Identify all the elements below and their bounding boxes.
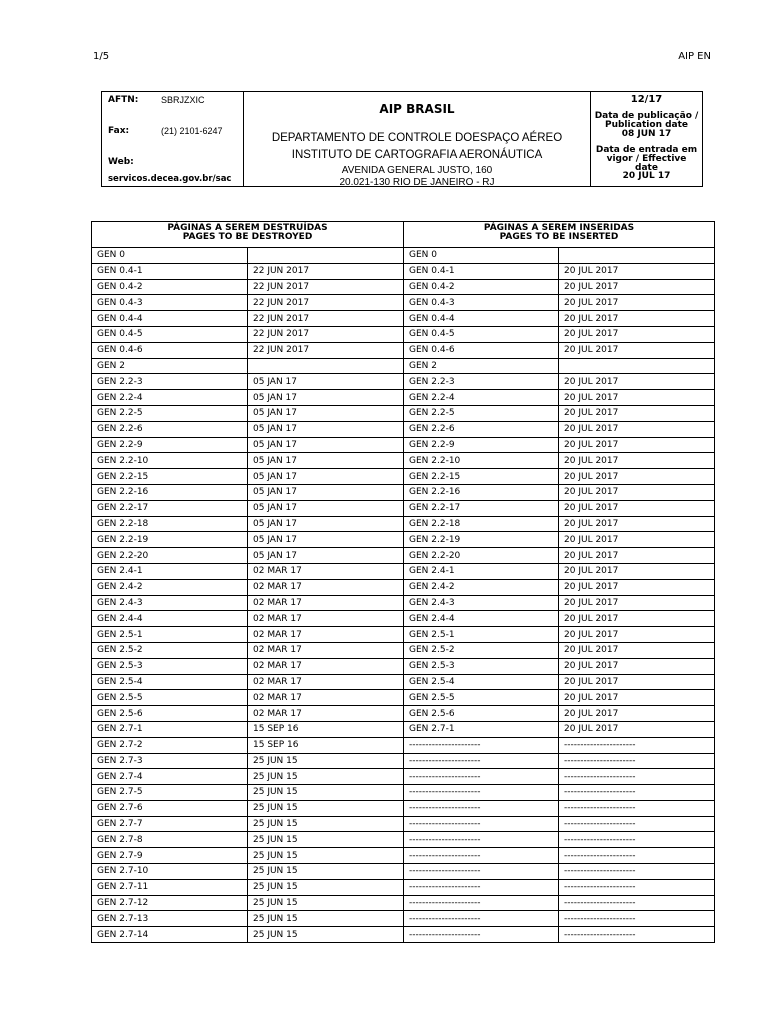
inserted-date: 20 JUL 2017: [559, 595, 715, 611]
inserted-date: 20 JUL 2017: [559, 484, 715, 500]
inserted-page: ----------------------: [404, 737, 559, 753]
inserted-page: ----------------------: [404, 785, 559, 801]
inserted-page: GEN 2.2-9: [404, 437, 559, 453]
table-row: [92, 674, 715, 690]
table-row: [92, 311, 715, 327]
inserted-page: GEN 2.2-15: [404, 469, 559, 485]
fax-value: (21) 2101-6247: [161, 126, 223, 136]
inserted-page: GEN 2.2-10: [404, 453, 559, 469]
destroyed-page: GEN 0.4-5: [92, 326, 248, 342]
inserted-date: 20 JUL 2017: [559, 421, 715, 437]
inserted-date: 20 JUL 2017: [559, 263, 715, 279]
inserted-page: ----------------------: [404, 769, 559, 785]
table-row: [92, 800, 715, 816]
destroyed-date: 22 JUN 2017: [248, 326, 404, 342]
inserted-date: ----------------------: [559, 832, 715, 848]
destroyed-date: [248, 248, 404, 264]
destroyed-page: GEN 2.4-3: [92, 595, 248, 611]
inserted-page: ----------------------: [404, 911, 559, 927]
destroyed-page: GEN 2.2-17: [92, 500, 248, 516]
aip-title: AIP BRASIL: [379, 102, 455, 116]
destroyed-date: 05 JAN 17: [248, 516, 404, 532]
inserted-page: GEN 0.4-4: [404, 311, 559, 327]
series-label: AIP EN: [678, 51, 711, 62]
destroyed-date: 02 MAR 17: [248, 579, 404, 595]
publication-date: 08 JUN 17: [621, 129, 672, 139]
destroyed-page: GEN 0: [92, 248, 248, 264]
destroyed-date: 15 SEP 16: [248, 721, 404, 737]
destroyed-page: GEN 0.4-1: [92, 263, 248, 279]
inserted-page: GEN 2.7-1: [404, 721, 559, 737]
inserted-date: 20 JUL 2017: [559, 674, 715, 690]
inserted-page: GEN 2.2-19: [404, 532, 559, 548]
destroyed-date: [248, 358, 404, 374]
table-row: [92, 848, 715, 864]
inserted-date: [559, 358, 715, 374]
table-body: [92, 248, 715, 943]
inserted-date: 20 JUL 2017: [559, 611, 715, 627]
inserted-page: GEN 2.4-4: [404, 611, 559, 627]
inserted-date: 20 JUL 2017: [559, 374, 715, 390]
inserted-page: GEN 2.2-18: [404, 516, 559, 532]
inserted-date: 20 JUL 2017: [559, 579, 715, 595]
table-row: [92, 579, 715, 595]
fax-label: Fax:: [108, 126, 130, 136]
inserted-date: 20 JUL 2017: [559, 326, 715, 342]
table-row: [92, 785, 715, 801]
destroyed-page: GEN 2.7-1: [92, 721, 248, 737]
inserted-date: ----------------------: [559, 848, 715, 864]
destroyed-date: 02 MAR 17: [248, 642, 404, 658]
inserted-page: GEN 2.5-1: [404, 627, 559, 643]
destroyed-header-en: PAGES TO BE DESTROYED: [182, 232, 313, 242]
destroyed-date: 22 JUN 2017: [248, 342, 404, 358]
destroyed-date: 25 JUN 15: [248, 879, 404, 895]
table-row: [92, 690, 715, 706]
table-row: [92, 469, 715, 485]
destroyed-page: GEN 2.5-5: [92, 690, 248, 706]
inserted-page: ----------------------: [404, 895, 559, 911]
destroyed-page: GEN 2.7-10: [92, 864, 248, 880]
destroyed-date: 02 MAR 17: [248, 611, 404, 627]
title-block: [243, 91, 591, 187]
inserted-page: GEN 0.4-6: [404, 342, 559, 358]
effective-date: 20 JUL 17: [622, 171, 671, 181]
destroyed-date: 22 JUN 2017: [248, 279, 404, 295]
inserted-page: GEN 2.5-5: [404, 690, 559, 706]
table-row: [92, 927, 715, 943]
destroyed-page: GEN 2.7-3: [92, 753, 248, 769]
table-row: [92, 548, 715, 564]
inserted-page: GEN 2.2-20: [404, 548, 559, 564]
inserted-page: GEN 0.4-3: [404, 295, 559, 311]
table-row: [92, 295, 715, 311]
web-label: Web:: [108, 157, 134, 167]
inserted-date: 20 JUL 2017: [559, 658, 715, 674]
table-row: [92, 627, 715, 643]
destroyed-page: GEN 2.5-6: [92, 706, 248, 722]
inserted-date: 20 JUL 2017: [559, 390, 715, 406]
pages-table: [91, 221, 715, 943]
inserted-page: GEN 2.2-4: [404, 390, 559, 406]
dates-block: [590, 91, 703, 187]
table-row: [92, 532, 715, 548]
destroyed-date: 25 JUN 15: [248, 864, 404, 880]
amendment-number: 12/17: [630, 94, 663, 105]
inserted-date: 20 JUL 2017: [559, 279, 715, 295]
table-row: [92, 911, 715, 927]
destroyed-date: 05 JAN 17: [248, 390, 404, 406]
effective-label-2: vigor / Effective: [606, 154, 687, 164]
destroyed-date: 25 JUN 15: [248, 832, 404, 848]
destroyed-page: GEN 2.7-12: [92, 895, 248, 911]
inserted-page: GEN 2.5-6: [404, 706, 559, 722]
institute-name: INSTITUTO DE CARTOGRAFIA AERONÁUTICA: [291, 149, 543, 161]
aftn-label: AFTN:: [108, 95, 139, 105]
table-row: [92, 405, 715, 421]
table-row: [92, 816, 715, 832]
effective-label-1: Data de entrada em: [595, 145, 698, 155]
inserted-header: [404, 222, 715, 248]
inserted-date: 20 JUL 2017: [559, 342, 715, 358]
inserted-date: ----------------------: [559, 864, 715, 880]
destroyed-page: GEN 2.2-20: [92, 548, 248, 564]
destroyed-date: 05 JAN 17: [248, 437, 404, 453]
destroyed-header: [92, 222, 404, 248]
destroyed-date: 02 MAR 17: [248, 658, 404, 674]
table-row: [92, 721, 715, 737]
destroyed-date: 15 SEP 16: [248, 737, 404, 753]
destroyed-date: 25 JUN 15: [248, 848, 404, 864]
destroyed-date: 25 JUN 15: [248, 895, 404, 911]
destroyed-page: GEN 2.2-9: [92, 437, 248, 453]
inserted-date: 20 JUL 2017: [559, 500, 715, 516]
inserted-page: ----------------------: [404, 753, 559, 769]
inserted-date: ----------------------: [559, 816, 715, 832]
publication-label-2: Publication date: [604, 120, 689, 130]
table-row: [92, 595, 715, 611]
inserted-date: 20 JUL 2017: [559, 405, 715, 421]
table-row: [92, 706, 715, 722]
destroyed-date: 05 JAN 17: [248, 532, 404, 548]
destroyed-date: 25 JUN 15: [248, 816, 404, 832]
inserted-date: ----------------------: [559, 911, 715, 927]
inserted-page: ----------------------: [404, 800, 559, 816]
destroyed-date: 02 MAR 17: [248, 690, 404, 706]
table-row: [92, 895, 715, 911]
destroyed-date: 22 JUN 2017: [248, 295, 404, 311]
destroyed-page: GEN 2.7-2: [92, 737, 248, 753]
destroyed-date: 05 JAN 17: [248, 484, 404, 500]
destroyed-page: GEN 2.5-4: [92, 674, 248, 690]
inserted-page: GEN 2.2-5: [404, 405, 559, 421]
destroyed-page: GEN 2.7-5: [92, 785, 248, 801]
table-row: [92, 263, 715, 279]
inserted-date: ----------------------: [559, 737, 715, 753]
table-row: [92, 864, 715, 880]
inserted-page: GEN 2.2-6: [404, 421, 559, 437]
destroyed-date: 22 JUN 2017: [248, 263, 404, 279]
destroyed-page: GEN 2.7-14: [92, 927, 248, 943]
destroyed-date: 05 JAN 17: [248, 500, 404, 516]
table-row: [92, 421, 715, 437]
destroyed-date: 25 JUN 15: [248, 911, 404, 927]
contact-block: [101, 91, 244, 187]
inserted-date: ----------------------: [559, 753, 715, 769]
destroyed-page: GEN 2.5-2: [92, 642, 248, 658]
destroyed-page: GEN 2.2-6: [92, 421, 248, 437]
destroyed-page: GEN 0.4-3: [92, 295, 248, 311]
table-row: [92, 453, 715, 469]
table-row: [92, 769, 715, 785]
inserted-page: ----------------------: [404, 879, 559, 895]
destroyed-page: GEN 2.5-3: [92, 658, 248, 674]
table-row: [92, 737, 715, 753]
city: 20.021-130 RIO DE JANEIRO - RJ: [339, 177, 495, 188]
table-row: [92, 500, 715, 516]
inserted-date: 20 JUL 2017: [559, 295, 715, 311]
inserted-date: ----------------------: [559, 785, 715, 801]
inserted-date: ----------------------: [559, 800, 715, 816]
destroyed-page: GEN 2.7-9: [92, 848, 248, 864]
inserted-date: ----------------------: [559, 879, 715, 895]
inserted-page: ----------------------: [404, 864, 559, 880]
destroyed-date: 25 JUN 15: [248, 753, 404, 769]
destroyed-page: GEN 2.5-1: [92, 627, 248, 643]
inserted-page: ----------------------: [404, 848, 559, 864]
table-row: [92, 563, 715, 579]
inserted-header-pt: PÁGINAS A SEREM INSERIDAS: [483, 223, 635, 233]
destroyed-date: 05 JAN 17: [248, 421, 404, 437]
destroyed-date: 22 JUN 2017: [248, 311, 404, 327]
table-row: [92, 484, 715, 500]
table-row: [92, 342, 715, 358]
inserted-page: GEN 0: [404, 248, 559, 264]
inserted-page: GEN 2.2-16: [404, 484, 559, 500]
table-row: [92, 358, 715, 374]
table-row: [92, 279, 715, 295]
table-row: [92, 879, 715, 895]
effective-label-3: date: [635, 163, 658, 173]
table-row: [92, 642, 715, 658]
destroyed-date: 02 MAR 17: [248, 674, 404, 690]
inserted-page: GEN 0.4-1: [404, 263, 559, 279]
destroyed-page: GEN 2.2-18: [92, 516, 248, 532]
inserted-date: 20 JUL 2017: [559, 469, 715, 485]
inserted-page: GEN 2.5-3: [404, 658, 559, 674]
destroyed-page: GEN 2.2-5: [92, 405, 248, 421]
destroyed-page: GEN 2: [92, 358, 248, 374]
destroyed-page: GEN 2.2-3: [92, 374, 248, 390]
destroyed-page: GEN 2.7-11: [92, 879, 248, 895]
inserted-page: GEN 2.2-3: [404, 374, 559, 390]
inserted-date: 20 JUL 2017: [559, 516, 715, 532]
destroyed-date: 25 JUN 15: [248, 927, 404, 943]
destroyed-header-pt: PÁGINAS A SEREM DESTRUÍDAS: [167, 223, 328, 233]
destroyed-date: 02 MAR 17: [248, 563, 404, 579]
inserted-date: 20 JUL 2017: [559, 642, 715, 658]
inserted-date: 20 JUL 2017: [559, 706, 715, 722]
destroyed-date: 25 JUN 15: [248, 785, 404, 801]
department-name: DEPARTAMENTO DE CONTROLE DOESPAÇO AÉREO: [271, 132, 563, 144]
destroyed-date: 25 JUN 15: [248, 769, 404, 785]
destroyed-date: 02 MAR 17: [248, 627, 404, 643]
destroyed-page: GEN 2.2-10: [92, 453, 248, 469]
destroyed-page: GEN 2.4-2: [92, 579, 248, 595]
destroyed-page: GEN 2.2-19: [92, 532, 248, 548]
inserted-date: 20 JUL 2017: [559, 453, 715, 469]
table-row: [92, 374, 715, 390]
destroyed-page: GEN 0.4-2: [92, 279, 248, 295]
destroyed-date: 05 JAN 17: [248, 453, 404, 469]
table-row: [92, 611, 715, 627]
destroyed-page: GEN 2.4-1: [92, 563, 248, 579]
inserted-page: GEN 2.4-2: [404, 579, 559, 595]
destroyed-page: GEN 0.4-6: [92, 342, 248, 358]
destroyed-page: GEN 2.2-4: [92, 390, 248, 406]
inserted-date: 20 JUL 2017: [559, 690, 715, 706]
web-value[interactable]: servicos.decea.gov.br/sac: [108, 174, 232, 184]
destroyed-page: GEN 2.4-4: [92, 611, 248, 627]
address: AVENIDA GENERAL JUSTO, 160: [341, 165, 493, 176]
inserted-date: 20 JUL 2017: [559, 437, 715, 453]
inserted-date: 20 JUL 2017: [559, 721, 715, 737]
inserted-page: GEN 2.5-4: [404, 674, 559, 690]
inserted-page: GEN 2.4-1: [404, 563, 559, 579]
inserted-page: GEN 2: [404, 358, 559, 374]
destroyed-page: GEN 2.7-13: [92, 911, 248, 927]
page-number: 1/5: [93, 51, 110, 62]
publication-label-1: Data de publicação /: [594, 111, 699, 121]
inserted-date: 20 JUL 2017: [559, 311, 715, 327]
table-header-row: [92, 222, 715, 248]
inserted-page: GEN 2.2-17: [404, 500, 559, 516]
inserted-page: GEN 2.4-3: [404, 595, 559, 611]
destroyed-page: GEN 2.7-6: [92, 800, 248, 816]
inserted-date: ----------------------: [559, 927, 715, 943]
destroyed-date: 02 MAR 17: [248, 706, 404, 722]
destroyed-date: 05 JAN 17: [248, 469, 404, 485]
destroyed-page: GEN 2.7-4: [92, 769, 248, 785]
inserted-date: 20 JUL 2017: [559, 627, 715, 643]
destroyed-page: GEN 2.2-16: [92, 484, 248, 500]
table-row: [92, 658, 715, 674]
aftn-value: SBRJZXIC: [161, 95, 205, 105]
destroyed-date: 05 JAN 17: [248, 374, 404, 390]
inserted-date: 20 JUL 2017: [559, 563, 715, 579]
inserted-date: ----------------------: [559, 895, 715, 911]
destroyed-page: GEN 0.4-4: [92, 311, 248, 327]
inserted-date: 20 JUL 2017: [559, 532, 715, 548]
inserted-date: [559, 248, 715, 264]
table-row: [92, 832, 715, 848]
destroyed-date: 05 JAN 17: [248, 548, 404, 564]
inserted-page: GEN 2.5-2: [404, 642, 559, 658]
inserted-page: GEN 0.4-5: [404, 326, 559, 342]
inserted-date: 20 JUL 2017: [559, 548, 715, 564]
inserted-header-en: PAGES TO BE INSERTED: [499, 232, 619, 242]
destroyed-page: GEN 2.7-8: [92, 832, 248, 848]
destroyed-date: 25 JUN 15: [248, 800, 404, 816]
destroyed-page: GEN 2.2-15: [92, 469, 248, 485]
destroyed-date: 05 JAN 17: [248, 405, 404, 421]
destroyed-date: 02 MAR 17: [248, 595, 404, 611]
destroyed-page: GEN 2.7-7: [92, 816, 248, 832]
table-row: [92, 390, 715, 406]
inserted-date: ----------------------: [559, 769, 715, 785]
inserted-page: ----------------------: [404, 816, 559, 832]
table-row: [92, 753, 715, 769]
table-row: [92, 326, 715, 342]
inserted-page: ----------------------: [404, 927, 559, 943]
inserted-page: ----------------------: [404, 832, 559, 848]
table-row: [92, 516, 715, 532]
table-row: [92, 437, 715, 453]
table-row: [92, 248, 715, 264]
inserted-page: GEN 0.4-2: [404, 279, 559, 295]
